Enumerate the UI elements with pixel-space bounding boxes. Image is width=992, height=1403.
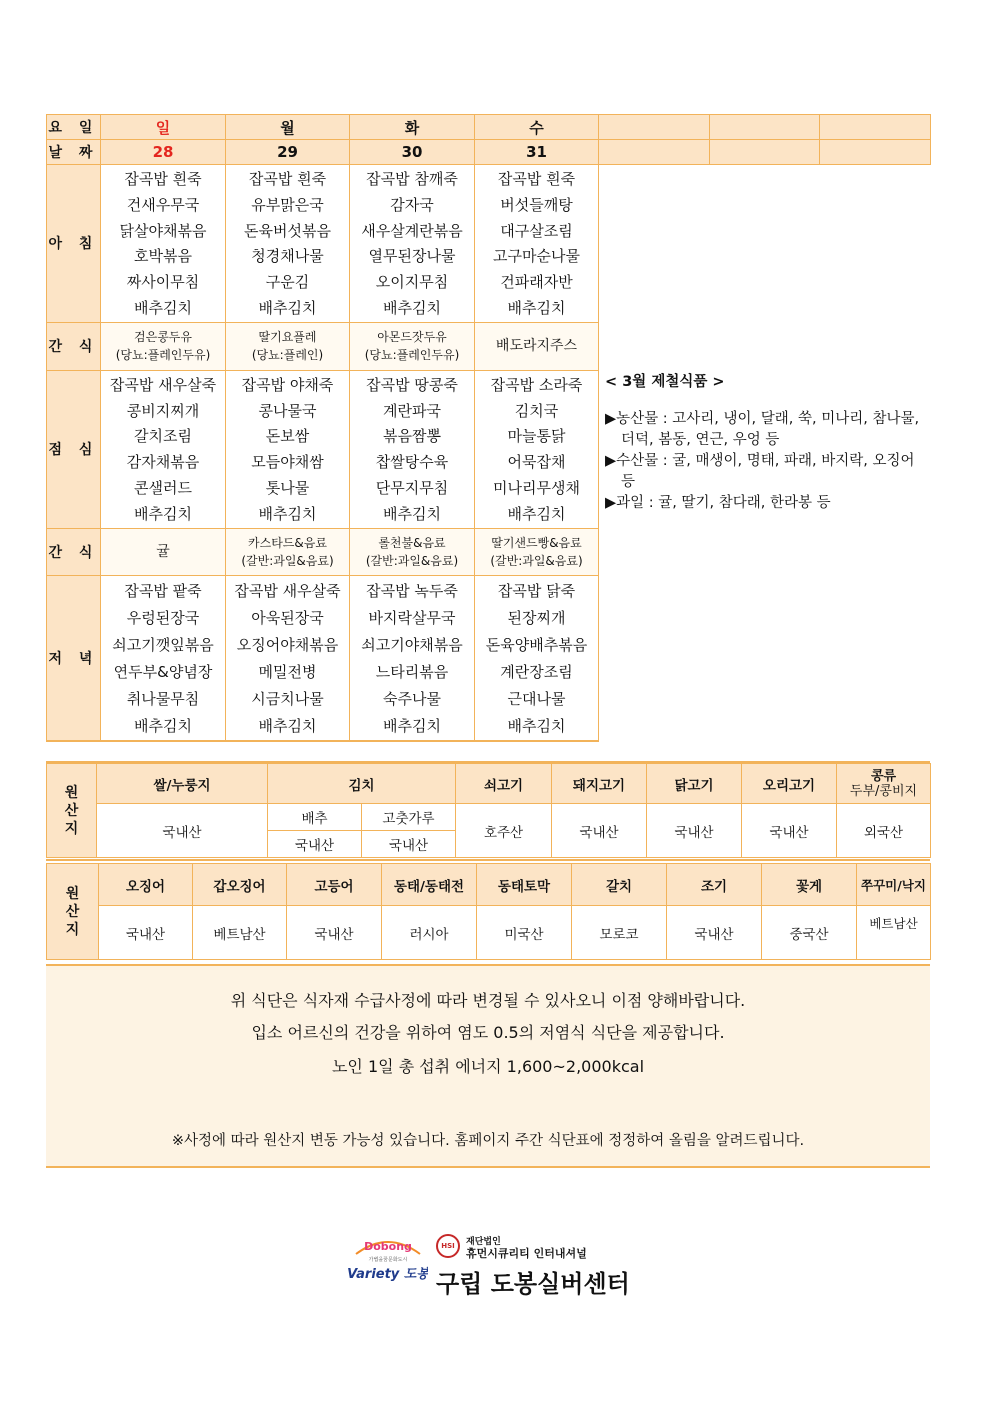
origin-value: 국내산 [667, 906, 762, 960]
snack-note: (당뇨:플레인) [251, 348, 324, 363]
origin-header-line: 두부/콩비지 [849, 783, 918, 799]
origin-header: 갈치 [572, 864, 667, 906]
menu-item: 취나물무침 [126, 689, 200, 708]
meal-label-dinner: 저 녁 [47, 575, 101, 741]
menu-item: 오이지무침 [375, 273, 449, 292]
menu-item: 계란파국 [383, 401, 441, 420]
snack-cell [350, 528, 475, 575]
menu-item: 배추김치 [134, 716, 192, 735]
menu-item: 돈육양배추볶음 [485, 635, 588, 654]
origin-table-meat [46, 763, 931, 858]
dinner-cell [475, 575, 599, 741]
menu-item: 톳나물 [265, 478, 310, 497]
center-name: 구립 도봉실버센터 [436, 1270, 630, 1298]
menu-item: 대구살조림 [500, 221, 573, 240]
origin-value: 국내산 [362, 831, 456, 858]
menu-item: 감자국 [390, 195, 434, 214]
breakfast-cell [101, 165, 226, 323]
menu-item: 호박볶음 [134, 247, 192, 266]
menu-item: 콩나물국 [258, 401, 317, 420]
snack-item: 귤 [156, 543, 170, 560]
origin-value: 국내산 [268, 831, 362, 858]
menu-item: 돈육버섯볶음 [244, 221, 331, 240]
origin-value: 국내산 [742, 804, 837, 858]
notice-line: 위 식단은 식자재 수급사정에 따라 변경될 수 있사오니 이점 양해바랍니다. [230, 991, 746, 1010]
seasonal-title: < 3월 제철식품 > [605, 374, 725, 391]
day-header: 수 [475, 115, 599, 140]
origin-header: 쇠고기 [456, 764, 552, 804]
menu-item: 느타리볶음 [375, 662, 449, 681]
snack-note: (당뇨:플레인두유) [115, 348, 211, 363]
seasonal-item: ▶과일 : 귤, 딸기, 참다래, 한라봉 등 [605, 495, 831, 512]
snack-cell [475, 528, 599, 575]
menu-item: 잡곡밥 팥죽 [124, 581, 202, 600]
snack-cell [475, 322, 599, 370]
breakfast-cell [475, 165, 599, 323]
menu-item: 배추김치 [258, 298, 317, 317]
menu-item: 새우살계란볶음 [361, 221, 463, 240]
variety-main-text: Variety 도봉 [348, 1267, 428, 1282]
snack-note: (당뇨:플레인두유) [364, 348, 460, 363]
day-header: 월 [226, 115, 350, 140]
lunch-cell [226, 370, 350, 528]
origin-value: 국내산 [97, 804, 268, 858]
menu-item: 계란장조림 [500, 662, 573, 681]
menu-item: 쇠고기야채볶음 [361, 635, 463, 654]
menu-item: 배추김치 [134, 298, 192, 317]
empty-cell [710, 115, 820, 140]
snack-item: 카스타드&음료 [248, 535, 327, 550]
origin-value: 호주산 [456, 804, 552, 858]
origin-header: 고등어 [287, 864, 382, 906]
snack-item: 검은콩두유 [134, 330, 192, 345]
origin-side-char: 지 [64, 820, 79, 837]
empty-cell [820, 115, 931, 140]
origin-side-char: 원 [65, 885, 80, 902]
hsi-logo [436, 1234, 636, 1298]
origin-value: 베트남산 [193, 906, 287, 960]
snack-note: (갈반:과일&음료) [490, 553, 583, 568]
origin-header: 닭고기 [647, 764, 742, 804]
empty-cell [599, 140, 710, 165]
origin-header-line: 콩류 [870, 768, 897, 784]
hsi-badge-icon: HSI [436, 1234, 460, 1258]
menu-item: 돈보쌈 [265, 427, 310, 446]
snack-cell [350, 322, 475, 370]
origin-side-label [47, 764, 97, 858]
origin-header [837, 764, 931, 804]
snack-item: 아몬드잣두유 [377, 330, 447, 345]
menu-item: 배추김치 [383, 298, 441, 317]
menu-item: 건새우무국 [126, 195, 200, 214]
origin-value: 베트남산 [857, 906, 931, 960]
menu-item: 잡곡밥 소라죽 [490, 375, 583, 394]
empty-cell [599, 115, 710, 140]
lunch-cell [475, 370, 599, 528]
origin-value: 모로코 [572, 906, 667, 960]
menu-item: 근대나물 [507, 689, 566, 708]
hsi-org-name: 휴먼시큐리티 인터내셔널 [466, 1247, 587, 1260]
menu-item: 건파래자반 [500, 273, 573, 292]
menu-item: 배추김치 [134, 504, 192, 523]
date-header: 30 [350, 140, 475, 165]
menu-item: 연두부&양념장 [113, 662, 213, 681]
origin-header: 동태토막 [477, 864, 572, 906]
origin-header: 오리고기 [742, 764, 837, 804]
menu-item: 잡곡밥 땅콩죽 [366, 375, 458, 394]
origin-side-char: 산 [64, 802, 79, 819]
origin-value: 중국산 [762, 906, 857, 960]
origin-header: 꽃게 [762, 864, 857, 906]
lunch-cell [350, 370, 475, 528]
weekly-menu-table [46, 114, 931, 742]
variety-small-text: 가볍을꿈문화도시 [368, 1257, 408, 1263]
dinner-cell [350, 575, 475, 741]
menu-item: 숙주나물 [383, 689, 441, 708]
menu-item: 닭살야채볶음 [119, 221, 207, 240]
divider [46, 859, 930, 861]
menu-item: 김치국 [514, 401, 559, 420]
seasonal-food-panel [599, 370, 931, 740]
snack-note: (갈반:과일&음료) [365, 553, 459, 568]
blank-note-area [599, 165, 931, 371]
dinner-cell [226, 575, 350, 741]
menu-item: 바지락살무국 [368, 608, 456, 627]
menu-item: 콩비지찌개 [126, 401, 200, 420]
origin-header: 돼지고기 [552, 764, 647, 804]
day-header: 일 [101, 115, 226, 140]
menu-item: 배추김치 [258, 504, 317, 523]
origin-side-char: 원 [64, 784, 79, 801]
breakfast-cell [226, 165, 350, 323]
notice-line: 노인 1일 총 섭취 에너지 1,600~2,000kcal [331, 1057, 645, 1076]
snack-item: 롤천불&음료 [378, 535, 446, 550]
menu-item: 쇠고기깻잎볶음 [112, 635, 214, 654]
origin-table-seafood [46, 863, 931, 960]
menu-item: 배추김치 [507, 716, 566, 735]
menu-item: 콘샐러드 [134, 478, 192, 497]
menu-item: 잡곡밥 닭죽 [497, 581, 576, 600]
snack-item: 딸기요플레 [258, 330, 317, 345]
origin-header: 조기 [667, 864, 762, 906]
menu-item: 잡곡밥 흰죽 [124, 170, 202, 188]
origin-side-char: 산 [65, 903, 80, 920]
day-header: 화 [350, 115, 475, 140]
origin-value: 국내산 [552, 804, 647, 858]
menu-item: 메밀전병 [258, 662, 317, 681]
origin-value: 국내산 [647, 804, 742, 858]
origin-side-label [47, 864, 99, 960]
day-label: 요 일 [47, 115, 101, 140]
menu-item: 잡곡밥 흰죽 [248, 170, 327, 188]
origin-header: 갑오징어 [193, 864, 287, 906]
meal-label-snack: 간 식 [47, 528, 101, 575]
menu-item: 아욱된장국 [251, 608, 324, 627]
origin-value: 러시아 [382, 906, 477, 960]
date-header: 31 [475, 140, 599, 165]
notice-line: 입소 어르신의 건강을 위하여 염도 0.5의 저염식 식단을 제공합니다. [251, 1023, 725, 1042]
dinner-cell [101, 575, 226, 741]
menu-item: 버섯들깨탕 [500, 195, 573, 214]
date-header: 28 [101, 140, 226, 165]
menu-item: 어묵잡채 [507, 453, 566, 472]
seasonal-item: ▶농산물 : 고사리, 냉이, 달래, 쑥, 미나리, 참나물, 더덕, 봄동, 연근, 우엉 등 [605, 411, 920, 449]
origin-subheader: 고춧가루 [362, 804, 456, 831]
hsi-subtitle: 재단법인 [466, 1237, 501, 1247]
origin-value: 외국산 [837, 804, 931, 858]
menu-item: 짜사이무침 [126, 273, 200, 292]
meal-label-lunch: 점 심 [47, 370, 101, 528]
menu-item: 열무된장나물 [368, 247, 456, 266]
meal-label-breakfast: 아 침 [47, 165, 101, 323]
snack-item: 배도라지주스 [495, 338, 578, 355]
snack-cell [101, 322, 226, 370]
menu-item: 배추김치 [258, 716, 317, 735]
snack-cell [226, 528, 350, 575]
origin-subheader: 배추 [268, 804, 362, 831]
menu-item: 시금치나물 [251, 689, 324, 708]
origin-value: 미국산 [477, 906, 572, 960]
breakfast-cell [350, 165, 475, 323]
origin-header: 쌀/누룽지 [97, 764, 268, 804]
menu-item: 유부맑은국 [251, 195, 324, 214]
notice-footnote: ※사정에 따라 원산지 변동 가능성 있습니다. 홈페이지 주간 식단표에 정정하여 올림을 알려드립니다. [171, 1133, 805, 1149]
menu-item: 오징어야채볶음 [236, 635, 339, 654]
menu-item: 잡곡밥 새우살죽 [109, 375, 217, 394]
menu-item: 고구마순나물 [493, 247, 580, 266]
menu-item: 잡곡밥 녹두죽 [366, 581, 458, 600]
origin-header: 오징어 [99, 864, 193, 906]
menu-item: 잡곡밥 야채죽 [241, 375, 334, 394]
menu-item: 모듬야채쌈 [251, 453, 324, 472]
date-label: 날 짜 [47, 140, 101, 165]
origin-value: 국내산 [287, 906, 382, 960]
snack-cell [101, 528, 226, 575]
origin-header: 김치 [268, 764, 456, 804]
origin-header: 동태/동태전 [382, 864, 477, 906]
origin-value: 국내산 [99, 906, 193, 960]
empty-cell [820, 140, 931, 165]
menu-item: 잡곡밥 새우살죽 [234, 581, 341, 600]
notice-box [46, 964, 930, 1168]
menu-item: 볶음짬뽕 [383, 427, 441, 446]
menu-item: 배추김치 [383, 716, 441, 735]
menu-item: 우렁된장국 [126, 608, 200, 627]
snack-cell [226, 322, 350, 370]
variety-top-text: Dobong [364, 1240, 412, 1253]
menu-item: 잡곡밥 참깨죽 [366, 170, 458, 188]
menu-item: 구운김 [265, 273, 310, 292]
meal-label-snack: 간 식 [47, 322, 101, 370]
menu-item: 미나리무생채 [493, 478, 580, 497]
empty-cell [710, 140, 820, 165]
variety-dobong-logo [348, 1234, 428, 1290]
menu-item: 감자채볶음 [126, 453, 200, 472]
menu-item: 배추김치 [383, 504, 441, 523]
menu-item: 갈치조림 [134, 427, 192, 446]
seasonal-item: ▶수산물 : 굴, 매생이, 명태, 파래, 바지락, 오징어 등 [605, 453, 915, 491]
menu-item: 배추김치 [507, 504, 566, 523]
menu-item: 마늘통닭 [507, 427, 566, 446]
menu-item: 청경채나물 [251, 247, 324, 266]
lunch-cell [101, 370, 226, 528]
origin-side-char: 지 [65, 921, 80, 938]
variety-dobong-logo-icon [348, 1234, 428, 1290]
snack-note: (갈반:과일&음료) [241, 553, 334, 568]
snack-item: 딸기샌드빵&음료 [491, 535, 582, 550]
origin-header: 쭈꾸미/낙지 [857, 864, 931, 906]
menu-item: 배추김치 [507, 298, 566, 317]
menu-item: 된장찌개 [507, 608, 566, 627]
menu-item: 잡곡밥 흰죽 [497, 170, 576, 188]
date-header: 29 [226, 140, 350, 165]
menu-item: 찹쌀탕수육 [375, 453, 449, 472]
menu-item: 단무지무침 [375, 478, 449, 497]
